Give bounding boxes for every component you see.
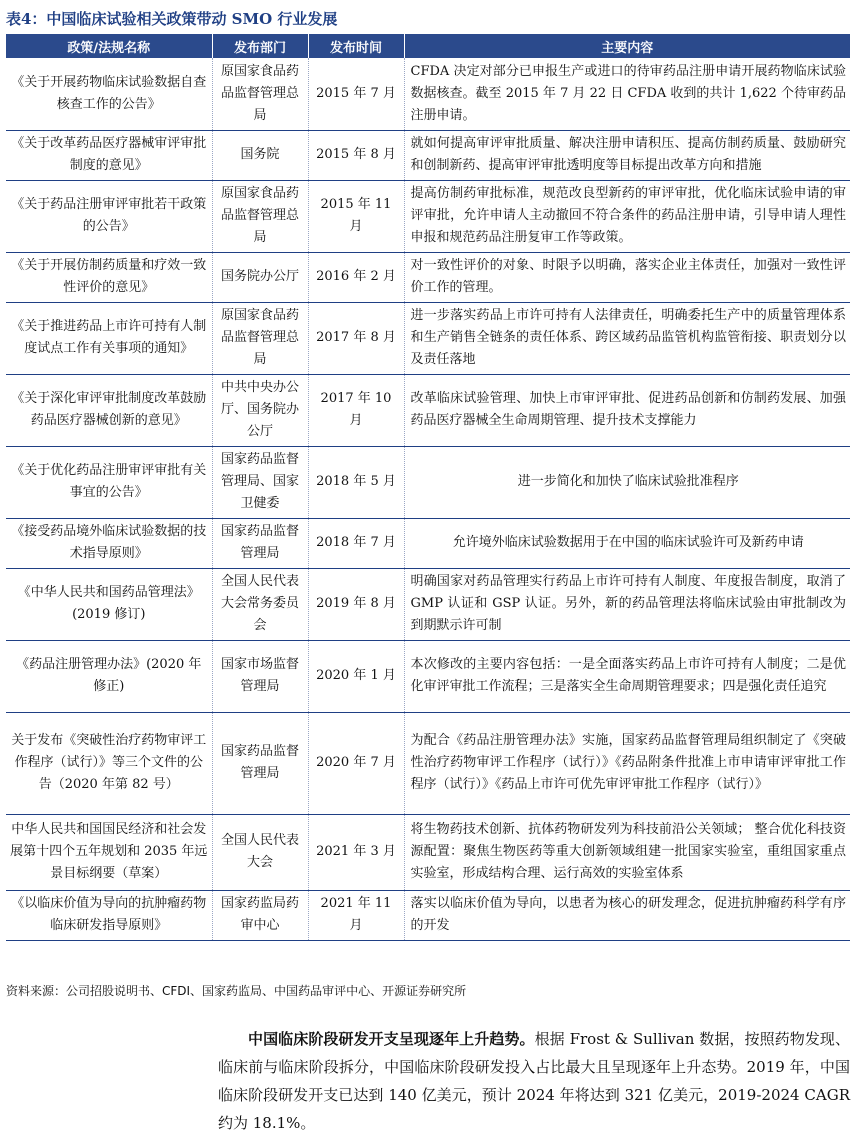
- department-cell: 中共中央办公厅、国务院办公厅: [212, 374, 308, 446]
- table-row: [6, 374, 850, 446]
- policy-name-cell: 《关于改革药品医疗器械审评审批制度的意见》: [6, 130, 212, 180]
- policy-table: [6, 34, 850, 941]
- table-row: [6, 518, 850, 568]
- department-cell: 国务院办公厅: [212, 252, 308, 302]
- table-row: [6, 252, 850, 302]
- date-cell: 2020 年 1 月: [308, 640, 404, 712]
- policy-name-cell: 《中华人民共和国药品管理法》(2019 修订): [6, 568, 212, 640]
- date-cell: 2015 年 8 月: [308, 130, 404, 180]
- table-row: [6, 180, 850, 252]
- policy-name-cell: 《关于深化审评审批制度改革鼓励药品医疗器械创新的意见》: [6, 374, 212, 446]
- table-row: [6, 712, 850, 814]
- header-department: 发布部门: [212, 34, 308, 58]
- date-cell: 2018 年 5 月: [308, 446, 404, 518]
- policy-name-cell: 《关于开展药物临床试验数据自查核查工作的公告》: [6, 58, 212, 130]
- department-cell: 国家药品监督管理局、国家卫健委: [212, 446, 308, 518]
- header-policy-name: 政策/法规名称: [6, 34, 212, 58]
- body-lead: 中国临床阶段研发开支呈现逐年上升趋势。: [248, 1030, 535, 1048]
- policy-name-cell: 《关于开展仿制药质量和疗效一致性评价的意见》: [6, 252, 212, 302]
- department-cell: 国家市场监督管理局: [212, 640, 308, 712]
- body-text: 根据 Frost & Sullivan 数据，按照药物发现、临床前与临床阶段拆分，中国临床阶段研发投入占比最大且呈现逐年上升态势。2019 年，中国临床阶段研发开支已达到 140 亿美元，预计 2024 年将达到 321 亿美元，2019-2024 CAGR 约为 18.1%。: [218, 1030, 850, 1132]
- content-cell: 落实以临床价值为导向，以患者为核心的研发理念，促进抗肿瘤药科学有序的开发: [404, 890, 850, 940]
- content-cell: 将生物药技术创新、抗体药物研发列为科技前沿公关领域； 整合优化科技资源配置：聚焦生物医药等重大创新领域组建一批国家实验室，重组国家重点实验室，形成结构合理、运行高效的实验室体系: [404, 814, 850, 890]
- date-cell: 2015 年 11 月: [308, 180, 404, 252]
- policy-name-cell: 关于发布《突破性治疗药物审评工作程序（试行）》等三个文件的公告（2020 年第 82 号）: [6, 712, 212, 814]
- department-cell: 原国家食品药品监督管理总局: [212, 58, 308, 130]
- content-cell: 进一步落实药品上市许可持有人法律责任，明确委托生产中的质量管理体系和生产销售全链条的责任体系、跨区域药品监管机构监管衔接、职责划分以及责任落地: [404, 302, 850, 374]
- date-cell: 2018 年 7 月: [308, 518, 404, 568]
- source-note: 资料来源：公司招股说明书、CFDI、国家药监局、中国药品审评中心、开源证券研究所: [6, 984, 467, 998]
- policy-name-cell: 《关于推进药品上市许可持有人制度试点工作有关事项的通知》: [6, 302, 212, 374]
- policy-name-cell: 中华人民共和国国民经济和社会发展第十四个五年规划和 2035 年远景目标纲要（草案）: [6, 814, 212, 890]
- date-cell: 2020 年 7 月: [308, 712, 404, 814]
- table-row: [6, 58, 850, 130]
- content-cell: 改革临床试验管理、加快上市审评审批、促进药品创新和仿制药发展、加强药品医疗器械全生命周期管理、提升技术支撑能力: [404, 374, 850, 446]
- table-row: [6, 446, 850, 518]
- content-cell: 对一致性评价的对象、时限予以明确，落实企业主体责任，加强对一致性评价工作的管理。: [404, 252, 850, 302]
- date-cell: 2021 年 11 月: [308, 890, 404, 940]
- content-cell: 为配合《药品注册管理办法》实施，国家药品监督管理局组织制定了《突破性治疗药物审评工作程序（试行）》《药品附条件批准上市申请审评审批工作程序（试行）》《药品上市许可优先审评审批工作程序（试行）》: [404, 712, 850, 814]
- table-row: [6, 130, 850, 180]
- table-header-row: [6, 34, 850, 58]
- department-cell: 国家药监局药审中心: [212, 890, 308, 940]
- content-cell: 提高仿制药审批标准，规范改良型新药的审评审批，优化临床试验申请的审评审批，允许申请人主动撤回不符合条件的药品注册申请，引导申请人理性申报和规范药品注册复审工作等政策。: [404, 180, 850, 252]
- date-cell: 2019 年 8 月: [308, 568, 404, 640]
- content-cell: 进一步简化和加快了临床试验批准程序: [404, 446, 850, 518]
- table-row: [6, 640, 850, 712]
- department-cell: 全国人民代表大会: [212, 814, 308, 890]
- content-cell: 明确国家对药品管理实行药品上市许可持有人制度、年度报告制度，取消了 GMP 认证和 GSP 认证。另外，新的药品管理法将临床试验由审批制改为到期默示许可制: [404, 568, 850, 640]
- department-cell: 国务院: [212, 130, 308, 180]
- content-cell: 允许境外临床试验数据用于在中国的临床试验许可及新药申请: [404, 518, 850, 568]
- department-cell: 全国人民代表大会常务委员会: [212, 568, 308, 640]
- date-cell: 2017 年 8 月: [308, 302, 404, 374]
- department-cell: 国家药品监督管理局: [212, 518, 308, 568]
- table-caption: 表4：中国临床试验相关政策带动 SMO 行业发展: [6, 10, 338, 28]
- policy-name-cell: 《关于药品注册审评审批若干政策的公告》: [6, 180, 212, 252]
- policy-name-cell: 《关于优化药品注册审评审批有关事宜的公告》: [6, 446, 212, 518]
- date-cell: 2016 年 2 月: [308, 252, 404, 302]
- policy-name-cell: 《以临床价值为导向的抗肿瘤药物临床研发指导原则》: [6, 890, 212, 940]
- body-paragraph: [218, 1025, 850, 1137]
- date-cell: 2015 年 7 月: [308, 58, 404, 130]
- content-cell: CFDA 决定对部分已申报生产或进口的待审药品注册申请开展药物临床试验数据核查。截至 2015 年 7 月 22 日 CFDA 收到的共计 1,622 个待审药品注册申请。: [404, 58, 850, 130]
- policy-name-cell: 《接受药品境外临床试验数据的技术指导原则》: [6, 518, 212, 568]
- department-cell: 原国家食品药品监督管理总局: [212, 180, 308, 252]
- table-row: [6, 814, 850, 890]
- date-cell: 2021 年 3 月: [308, 814, 404, 890]
- date-cell: 2017 年 10 月: [308, 374, 404, 446]
- department-cell: 国家药品监督管理局: [212, 712, 308, 814]
- content-cell: 就如何提高审评审批质量、解决注册申请积压、提高仿制药质量、鼓励研究和创制新药、提高审评审批透明度等目标提出改革方向和措施: [404, 130, 850, 180]
- policy-name-cell: 《药品注册管理办法》(2020 年修正): [6, 640, 212, 712]
- department-cell: 原国家食品药品监督管理总局: [212, 302, 308, 374]
- table-row: [6, 568, 850, 640]
- header-content: 主要内容: [404, 34, 850, 58]
- table-row: [6, 890, 850, 940]
- table-row: [6, 302, 850, 374]
- header-date: 发布时间: [308, 34, 404, 58]
- content-cell: 本次修改的主要内容包括：一是全面落实药品上市许可持有人制度；二是优化审评审批工作流程；三是落实全生命周期管理要求；四是强化责任追究: [404, 640, 850, 712]
